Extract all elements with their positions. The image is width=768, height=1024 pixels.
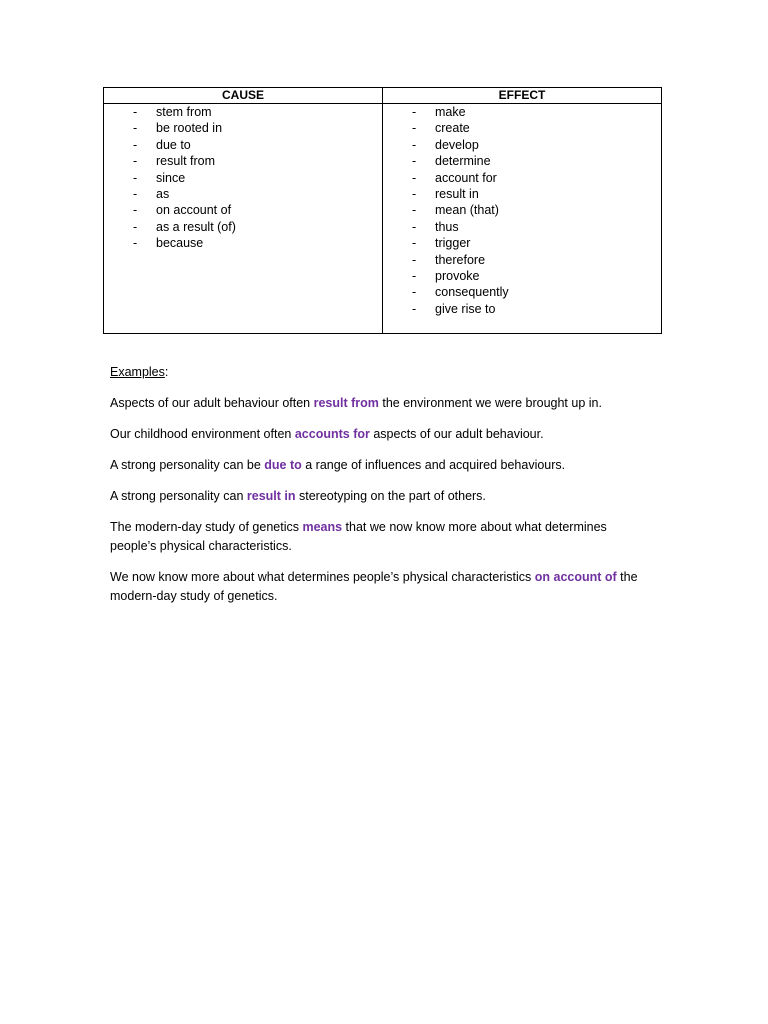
example-sentence: Aspects of our adult behaviour often result from the environment we were brought up in. <box>110 396 602 410</box>
list-item: - as <box>133 186 170 201</box>
highlighted-phrase: result in <box>246 489 296 503</box>
examples-section <box>110 363 650 618</box>
list-item: - create <box>412 121 470 136</box>
list-item: - since <box>133 170 186 185</box>
example-sentence: We now know more about what determines people’s physical characteristics on account of the modern-day study of genetics. <box>110 570 638 603</box>
list-item: - provoke <box>412 268 480 283</box>
list-item: - stem from <box>133 105 212 119</box>
example-sentence: A strong personality can result in stereotyping on the part of others. <box>110 489 486 503</box>
list-item: - mean (that) <box>412 203 499 218</box>
list-item: - due to <box>133 137 191 152</box>
cause-header: CAUSE <box>104 88 383 104</box>
effect-list <box>383 104 661 317</box>
example-sentence: Our childhood environment often accounts for aspects of our adult behaviour. <box>110 427 544 441</box>
list-item: - give rise to <box>412 301 496 316</box>
list-item: - as a result (of) <box>133 219 236 234</box>
highlighted-phrase: due to <box>264 458 302 472</box>
list-item: - therefore <box>412 252 486 267</box>
highlighted-phrase: means <box>302 520 343 534</box>
list-item: - account for <box>412 170 497 185</box>
example-sentence: A strong personality can be due to a range of influences and acquired behaviours. <box>110 458 566 472</box>
highlighted-phrase: accounts for <box>294 427 370 441</box>
cause-column <box>104 104 383 334</box>
list-item: - because <box>133 236 204 251</box>
effect-header: EFFECT <box>383 88 662 104</box>
list-item: - determine <box>412 154 491 169</box>
list-item: - consequently <box>412 285 509 300</box>
highlighted-phrase: on account of <box>534 570 617 584</box>
effect-column <box>383 104 662 334</box>
list-item: - thus <box>412 219 459 234</box>
examples-heading: Examples: <box>110 365 169 379</box>
list-item: - be rooted in <box>133 121 223 136</box>
list-item: - result in <box>412 186 479 201</box>
list-item: - make <box>412 105 466 119</box>
cause-effect-table <box>103 87 662 334</box>
list-item: - trigger <box>412 236 471 251</box>
list-item: - result from <box>133 154 216 169</box>
cause-list <box>104 104 382 252</box>
example-sentence: The modern-day study of genetics means that we now know more about what determines people’s physical characteristics. <box>110 520 607 553</box>
highlighted-phrase: result from <box>313 396 379 410</box>
list-item: - develop <box>412 137 479 152</box>
list-item: - on account of <box>133 203 232 218</box>
